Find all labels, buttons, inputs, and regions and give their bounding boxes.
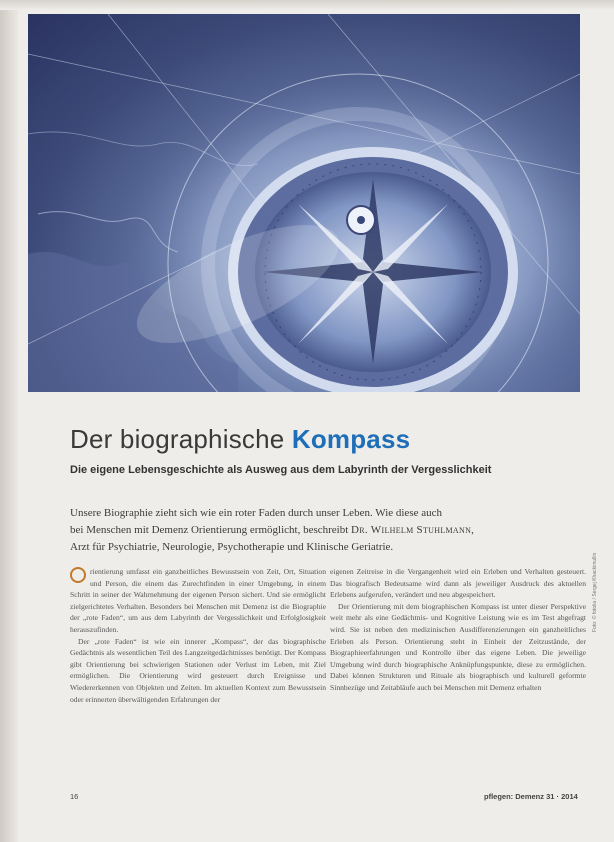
page-scan-edge xyxy=(0,0,18,842)
body-paragraph: Der „rote Faden“ ist wie ein innerer „Kompass“, der das biographische Gedächtnis als wesentlichen Teil des Langzeitgedächtnisses benötigt. Der Kompass gibt Orientierung bei schwierigen Stationen oder Verlust im Leben, mit Ziel ermöglichen. Die Orientierung wird gesteuert durch Ereignisse und Wiedererkennen von Objekten und Zeiten. Im aktuellen Kontext zum Bewusstsein oder erinnerten überwältigenden Erfahrungen der xyxy=(70,636,326,704)
article-title-plain: Der biographische xyxy=(70,424,292,454)
body-paragraph: eigenen Zeitreise in die Vergangenheit wird ein Erleben und Verhalten gesteuert. Das biografisch Bedeutsame wird dann als jeweiliger Ausdruck des aktuellen Erlebens aufgerufen, verändert und neu abgespeichert. xyxy=(330,567,586,600)
lead-line-1: Unsere Biographie zieht sich wie ein roter Faden durch unser Leben. Wie diese auch xyxy=(70,507,442,519)
body-paragraph: Der Orientierung mit dem biographischen Kompass ist unter dieser Perspektive weit mehr als eine Gedächtnis- und Kognitive Leistung wie es im Test abgefragt wird. Sie ist neben den medizinischen Ausdifferenzierungen ein ganzheitliches Erleben als Person. Orientierung steht in Einheit der Zeitzustände, der Biographieerfahrungen und Kontrolle über das eigene Leben. Die jeweilige Umgebung wird durch biographische Anknüpfungspunkte, diese zu ermöglichen. Dabei können Strukturen und Rituale als biographisch und kulturell geformte Sinnbezüge und Zeitabläufe auch bei Menschen mit Demenz erhalten xyxy=(330,601,586,692)
body-column-right xyxy=(330,566,586,694)
compass-hero-image xyxy=(28,14,580,392)
lead-line-2-text: bei Menschen mit Demenz Orientierung ermöglicht, beschreibt xyxy=(70,524,352,536)
body-paragraph xyxy=(70,566,326,636)
body-paragraph-text: rientierung umfasst ein ganzheitliches Bewusstsein von Zeit, Ort, Situation und Person, die einem das Zurechtfinden in einer Umgebung, in einem Schritt in seiner der Wahrnehmung der eigenen Person sichert. Und sie ermöglicht zielgerichtetes Verhalten. Besonders bei Menschen mit Demenz ist die Biographie der „rote Faden“, um aus dem Labyrinth der Vergesslichkeit und Erfolglosigkeit herauszufinden. xyxy=(70,567,326,634)
image-credit: Foto: © fotolia / Sergej Khackimullin xyxy=(592,552,598,632)
article-title xyxy=(70,424,570,455)
article-subtitle: Die eigene Lebensgeschichte als Ausweg aus dem Labyrinth der Vergesslichkeit xyxy=(70,464,492,476)
journal-name: pflegen: Demenz 31 · 2014 xyxy=(484,792,578,801)
lead-line-3: Arzt für Psychiatrie, Neurologie, Psychotherapie und Klinische Geriatrie. xyxy=(70,541,394,553)
lead-line-2 xyxy=(70,522,570,539)
lead-author: Dr. Wilhelm Stuhlmann, xyxy=(351,524,475,536)
page-scan-top-edge xyxy=(0,0,614,10)
article-title-accent: Kompass xyxy=(291,424,411,454)
body-column-left xyxy=(70,566,326,705)
page-number: 16 xyxy=(70,792,79,801)
dropcap-o xyxy=(70,567,86,583)
article-lead xyxy=(70,505,570,556)
